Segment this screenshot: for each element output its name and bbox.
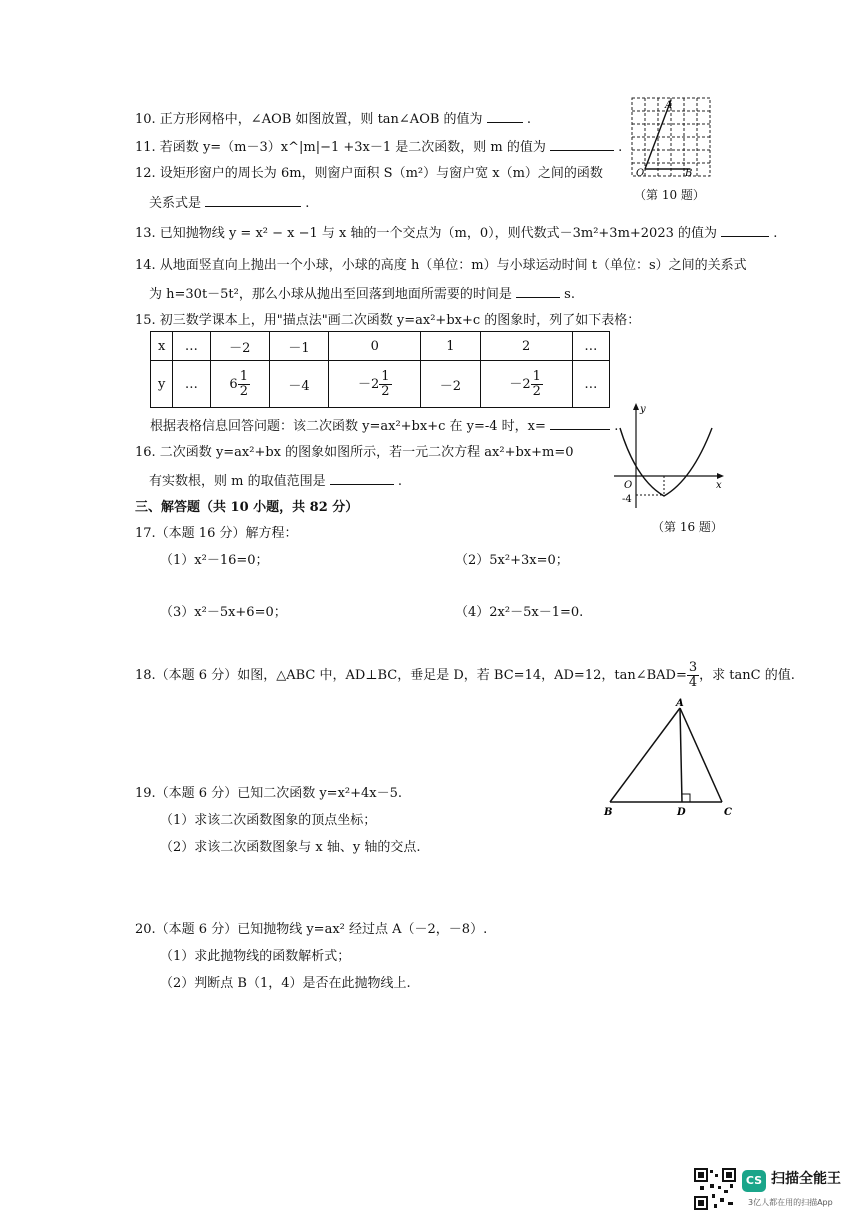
answer-blank[interactable]	[550, 138, 614, 151]
question-20-part-1: （1）求此抛物线的函数解析式；	[160, 949, 351, 964]
svg-text:O: O	[636, 168, 645, 179]
question-19-part-2: （2）求该二次函数图象与 x 轴、y 轴的交点.	[160, 840, 421, 855]
question-16: 16. 二次函数 y=ax²+bx 的图象如图所示，若一元二次方程 ax²+bx+m=0 有实数根，则 m 的取值范围是 .	[135, 445, 574, 489]
figure-16-caption: （第 16 题）	[652, 520, 723, 534]
answer-blank[interactable]	[330, 472, 394, 485]
table-cell: 2	[480, 332, 572, 361]
question-12: 12. 设矩形窗户的周长为 6m，则窗户面积 S（m²）与窗户宽 x（m）之间的函数 关系式是 .	[135, 166, 603, 211]
table-cell: 0	[329, 332, 421, 361]
table-cell: －1	[269, 332, 328, 361]
question-15: 15. 初三数学课本上，用"描点法"画二次函数 y=ax²+bx+c 的图象时，列了如下表格：	[135, 313, 641, 328]
question-20-title: 20.（本题 6 分）已知抛物线 y=ax² 经过点 A（－2，－8）.	[135, 922, 488, 937]
figure-16	[612, 400, 727, 535]
question-17-part-3: （3）x²－5x+6=0；	[160, 605, 287, 620]
answer-blank[interactable]	[550, 417, 610, 430]
svg-text:C: C	[724, 807, 732, 818]
fraction: $\frac{3}{4}$	[688, 660, 698, 690]
question-19-part-1: （1）求该二次函数图象的顶点坐标；	[160, 813, 377, 828]
question-17-title: 17.（本题 16 分）解方程：	[135, 526, 298, 541]
question-14: 14. 从地面竖直向上抛出一个小球，小球的高度 h（单位：m）与小球运动时间 t（单位：s）之间的关系式 为 h=30t－5t²，那么小球从抛出至回落到地面所需要的时间是 s.	[135, 258, 747, 302]
scanner-logo-icon: CS	[742, 1170, 766, 1192]
question-17-part-2: （2）5x²+3x=0；	[455, 553, 569, 568]
table-cell: x	[151, 332, 173, 361]
table-cell: －4	[269, 361, 328, 408]
answer-blank[interactable]	[205, 194, 301, 207]
question-20-part-2: （2）判断点 B（1，4）是否在此抛物线上.	[160, 976, 411, 991]
qr-code-icon	[694, 1168, 736, 1210]
svg-text:B: B	[685, 168, 693, 179]
question-15-followup: 根据表格信息回答问题：该二次函数 y=ax²+bx+c 在 y=-4 时，x= .	[150, 419, 619, 434]
table-cell: …	[173, 361, 210, 408]
table-cell: －2	[421, 361, 480, 408]
table-cell: 1	[421, 332, 480, 361]
answer-blank[interactable]	[487, 110, 523, 123]
svg-text:B: B	[604, 807, 613, 818]
fraction: $\frac{1}{2}$	[381, 368, 390, 399]
table-cell: －2 $\frac{1}{2}$	[480, 361, 572, 408]
svg-text:D: D	[677, 807, 686, 818]
svg-text:A: A	[665, 100, 673, 111]
section-heading: 三、解答题（共 10 小题，共 82 分）	[135, 500, 359, 515]
table-row-y	[151, 361, 610, 408]
svg-text:y: y	[640, 404, 646, 415]
answer-blank[interactable]	[516, 285, 560, 298]
grid-figure	[628, 94, 716, 186]
table-row-x	[151, 332, 610, 361]
scanner-app-title: 扫描全能王	[771, 1171, 841, 1187]
table-cell: …	[572, 361, 609, 408]
figure-10-caption: （第 10 题）	[634, 188, 705, 202]
question-13: 13. 已知抛物线 y = x² − x −1 与 x 轴的一个交点为（m，0），则代数式－3m²+3m+2023 的值为 .	[135, 226, 778, 241]
svg-text:A: A	[676, 698, 684, 709]
triangle-figure	[600, 698, 740, 820]
fraction: $\frac{1}{2}$	[239, 368, 248, 399]
figure-18	[600, 698, 740, 820]
question-10: 10. 正方形网格中，∠AOB 如图放置，则 tan∠AOB 的值为 .	[135, 112, 531, 127]
scanner-app-tagline: 3亿人都在用的扫描App	[748, 1198, 833, 1207]
svg-text:x: x	[716, 480, 722, 491]
table-cell: y	[151, 361, 173, 408]
table-cell: －2	[210, 332, 269, 361]
question-17-part-4: （4）2x²－5x－1=0.	[455, 605, 584, 620]
figure-10	[628, 94, 716, 206]
table-cell: …	[173, 332, 210, 361]
svg-text:O: O	[624, 480, 633, 491]
table-cell: －2 $\frac{1}{2}$	[329, 361, 421, 408]
question-17-part-1: （1）x²－16=0；	[160, 553, 269, 568]
question-18: 18.（本题 6 分）如图，△ABC 中，AD⊥BC，垂足是 D，若 BC=14，AD=12，tan∠BAD= $\frac{3}{4}$ ，求 tanC 的值.	[135, 660, 795, 690]
value-table	[150, 331, 610, 408]
parabola-figure	[612, 400, 727, 512]
table-cell: …	[572, 332, 609, 361]
fraction: $\frac{1}{2}$	[532, 368, 541, 399]
answer-blank[interactable]	[721, 224, 769, 237]
table-cell: 6 $\frac{1}{2}$	[210, 361, 269, 408]
svg-text:-4: -4	[622, 494, 632, 505]
question-11: 11. 若函数 y=（m－3）x^|m|−1 +3x－1 是二次函数，则 m 的值为 .	[135, 140, 623, 155]
question-19-title: 19.（本题 6 分）已知二次函数 y=x²+4x－5.	[135, 786, 403, 801]
